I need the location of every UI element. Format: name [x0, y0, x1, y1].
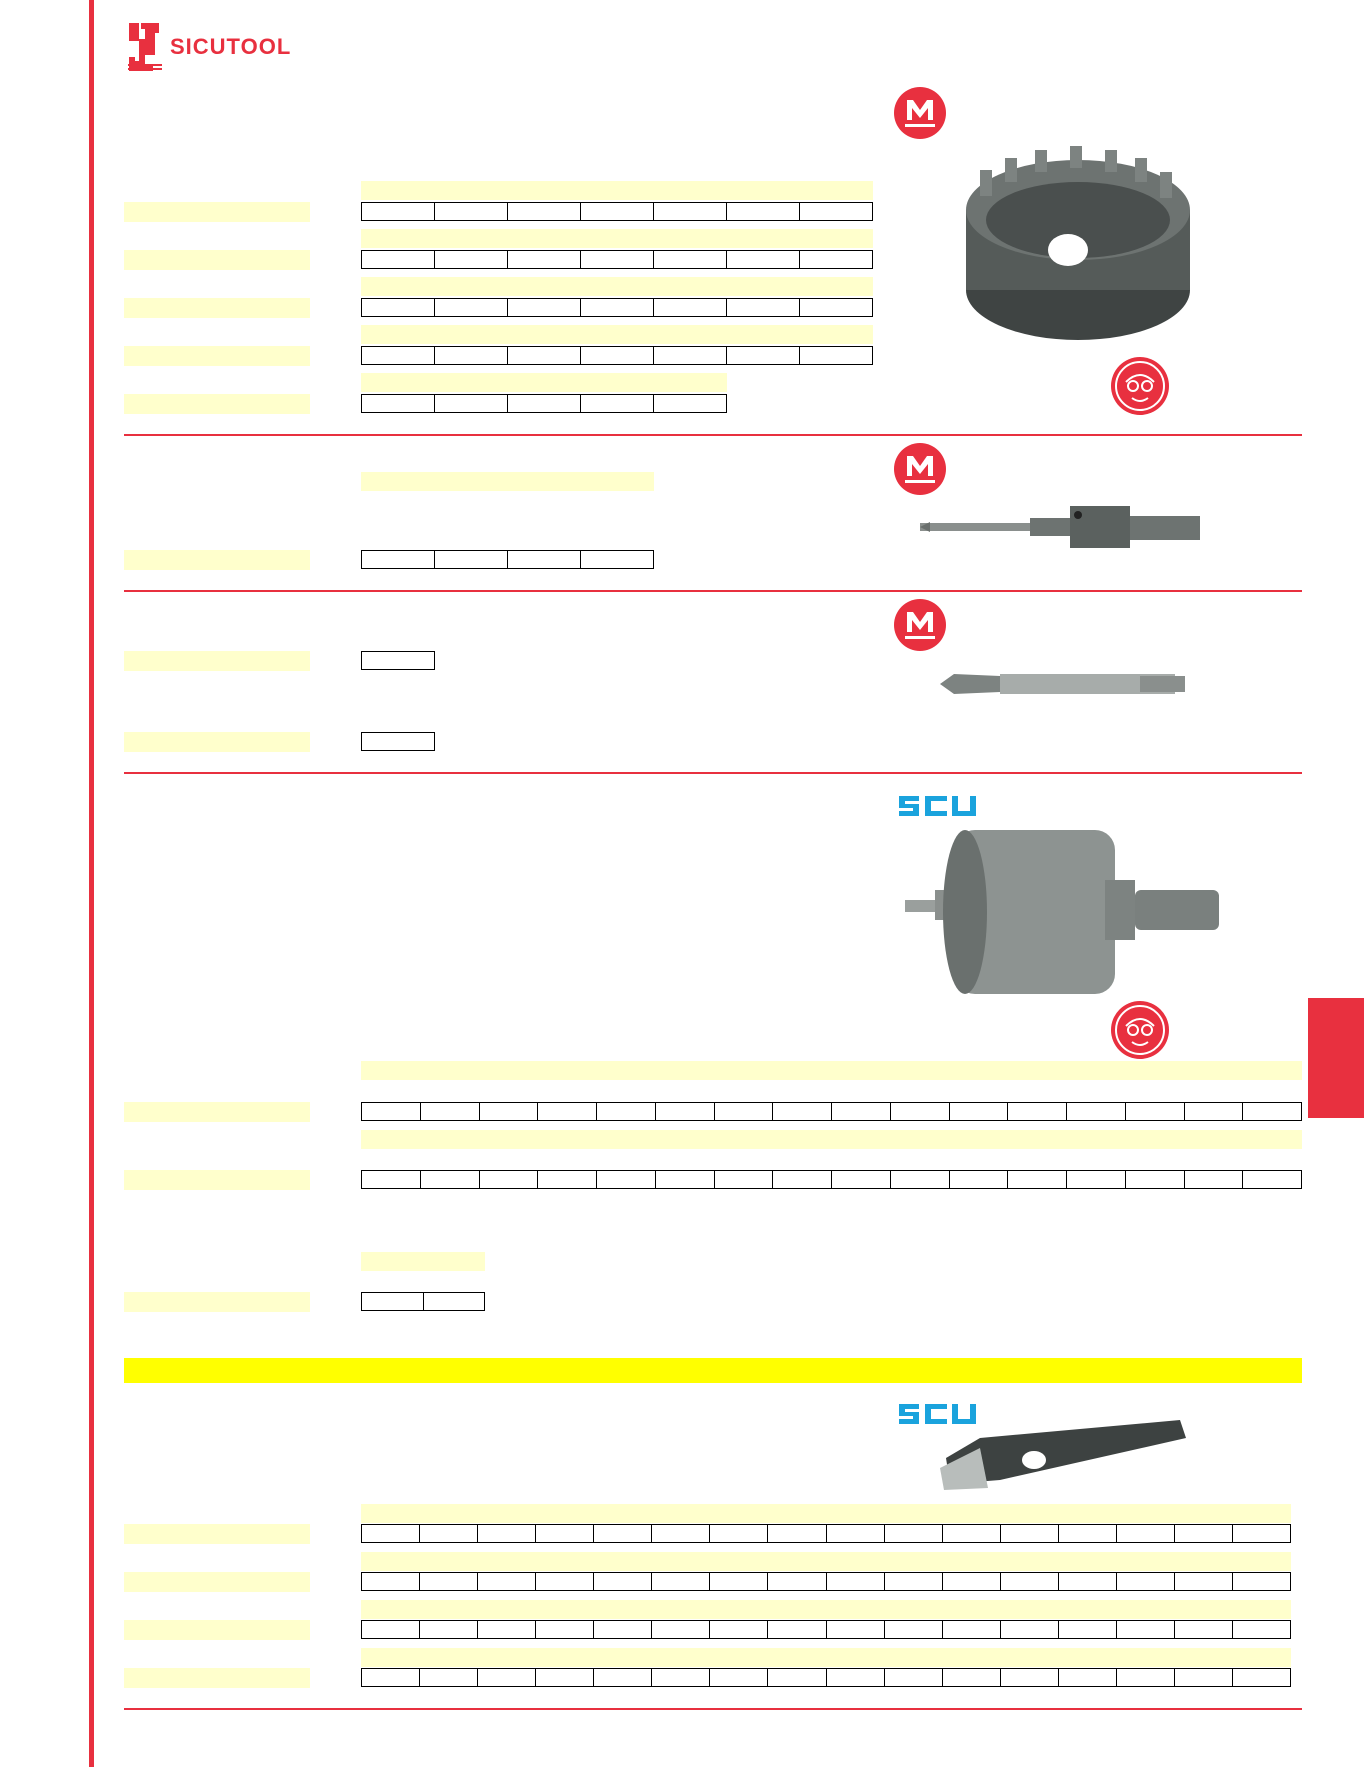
table-cell — [827, 1525, 885, 1542]
table-cell — [508, 395, 581, 412]
table-cell — [362, 1621, 420, 1638]
row-label — [124, 1620, 310, 1640]
table-cell — [1001, 1669, 1059, 1686]
hole-saw-image — [960, 140, 1200, 350]
row-label — [124, 298, 310, 318]
table-cell — [1117, 1669, 1175, 1686]
table-cell — [508, 551, 581, 568]
table-cell — [1059, 1669, 1117, 1686]
table-cell — [1117, 1525, 1175, 1542]
data-row — [361, 1620, 1291, 1639]
table-cell — [362, 1103, 421, 1120]
table-cell — [710, 1669, 768, 1686]
table-cell — [715, 1103, 774, 1120]
table-cell — [362, 299, 435, 316]
section-divider — [124, 1708, 1302, 1710]
table-cell — [943, 1525, 1001, 1542]
section-divider — [124, 434, 1302, 436]
table-cell — [800, 299, 872, 316]
sicutool-logo-icon — [126, 20, 164, 72]
table-cell — [1008, 1103, 1067, 1120]
data-row — [361, 202, 873, 221]
table-cell — [885, 1573, 943, 1590]
data-row — [361, 550, 654, 569]
row-label — [124, 250, 310, 270]
table-cell — [654, 251, 727, 268]
table-cell — [654, 299, 727, 316]
table-cell — [362, 652, 434, 669]
table-cell — [773, 1103, 832, 1120]
table-cell — [727, 203, 800, 220]
table-header — [361, 229, 873, 248]
chapter-tab — [1308, 998, 1364, 1118]
row-label — [124, 394, 310, 414]
table-cell — [435, 551, 508, 568]
row-label — [124, 1572, 310, 1592]
table-cell — [832, 1103, 891, 1120]
table-cell — [362, 1171, 421, 1188]
table-cell — [435, 203, 508, 220]
table-cell — [362, 347, 435, 364]
safety-goggles-icon — [1110, 1000, 1170, 1060]
table-cell — [362, 1669, 420, 1686]
table-header — [361, 1130, 1302, 1149]
table-cell — [478, 1669, 536, 1686]
data-row — [361, 732, 435, 751]
table-cell — [827, 1621, 885, 1638]
table-cell — [362, 1525, 420, 1542]
table-cell — [581, 203, 654, 220]
table-cell — [594, 1525, 652, 1542]
table-cell — [727, 347, 800, 364]
arbor-image — [920, 498, 1202, 558]
table-cell — [478, 1525, 536, 1542]
section-divider — [124, 772, 1302, 774]
brand-name: SICUTOOL — [170, 34, 292, 59]
table-cell — [652, 1669, 710, 1686]
marvel-badge-icon — [893, 442, 947, 496]
table-cell — [362, 203, 435, 220]
table-header — [361, 1504, 1291, 1523]
table-cell — [420, 1525, 478, 1542]
table-header — [361, 1600, 1291, 1619]
row-label — [124, 346, 310, 366]
left-margin-line — [89, 0, 94, 1767]
table-cell — [1175, 1669, 1233, 1686]
table-cell — [1185, 1171, 1244, 1188]
table-cell — [581, 299, 654, 316]
table-cell — [710, 1573, 768, 1590]
table-cell — [1067, 1171, 1126, 1188]
table-cell — [536, 1621, 594, 1638]
row-label — [124, 1524, 310, 1544]
section-divider — [124, 590, 1302, 592]
table-cell — [1126, 1171, 1185, 1188]
table-cell — [508, 203, 581, 220]
table-cell — [362, 395, 435, 412]
marvel-badge-icon — [893, 598, 947, 652]
table-cell — [581, 551, 653, 568]
table-cell — [656, 1103, 715, 1120]
table-cell — [420, 1573, 478, 1590]
hollow-punch-image — [940, 1418, 1186, 1498]
table-cell — [594, 1621, 652, 1638]
carbide-hole-cutter-image — [905, 820, 1220, 1004]
table-cell — [594, 1573, 652, 1590]
table-cell — [362, 733, 434, 750]
safety-goggles-icon — [1110, 356, 1170, 416]
table-header — [361, 325, 873, 344]
table-cell — [943, 1621, 1001, 1638]
table-cell — [768, 1669, 826, 1686]
row-label — [124, 732, 310, 752]
table-cell — [950, 1171, 1009, 1188]
table-cell — [594, 1669, 652, 1686]
table-header — [361, 1648, 1291, 1667]
table-cell — [943, 1669, 1001, 1686]
highlight-bar — [124, 1358, 1302, 1383]
marvel-badge-icon — [893, 86, 947, 140]
table-cell — [950, 1103, 1009, 1120]
data-row — [361, 250, 873, 269]
table-header — [361, 373, 727, 392]
data-row — [361, 1572, 1291, 1591]
table-cell — [1001, 1573, 1059, 1590]
table-cell — [597, 1171, 656, 1188]
table-cell — [538, 1171, 597, 1188]
data-row — [361, 1668, 1291, 1687]
table-cell — [421, 1103, 480, 1120]
table-cell — [1001, 1621, 1059, 1638]
table-cell — [727, 251, 800, 268]
table-cell — [1185, 1103, 1244, 1120]
table-cell — [480, 1103, 539, 1120]
table-cell — [435, 395, 508, 412]
table-cell — [652, 1573, 710, 1590]
table-cell — [827, 1573, 885, 1590]
table-cell — [435, 347, 508, 364]
row-label — [124, 1668, 310, 1688]
table-cell — [885, 1621, 943, 1638]
table-cell — [715, 1171, 774, 1188]
row-label — [124, 1292, 310, 1312]
table-cell — [1059, 1621, 1117, 1638]
table-cell — [1126, 1103, 1185, 1120]
table-cell — [768, 1573, 826, 1590]
scu-logo-icon — [897, 794, 977, 818]
table-cell — [581, 251, 654, 268]
table-cell — [538, 1103, 597, 1120]
table-cell — [435, 299, 508, 316]
table-cell — [536, 1669, 594, 1686]
row-label — [124, 550, 310, 570]
table-cell — [1117, 1573, 1175, 1590]
data-row — [361, 1524, 1291, 1543]
table-cell — [1233, 1573, 1290, 1590]
table-cell — [1175, 1525, 1233, 1542]
table-header — [361, 181, 873, 200]
table-cell — [654, 347, 727, 364]
table-cell — [1059, 1525, 1117, 1542]
table-cell — [581, 395, 654, 412]
table-cell — [800, 347, 872, 364]
row-label — [124, 1170, 310, 1190]
data-row — [361, 298, 873, 317]
table-cell — [1067, 1103, 1126, 1120]
table-cell — [773, 1171, 832, 1188]
table-cell — [654, 395, 726, 412]
table-cell — [362, 251, 435, 268]
table-cell — [654, 203, 727, 220]
table-cell — [478, 1621, 536, 1638]
data-row — [361, 346, 873, 365]
table-cell — [1175, 1621, 1233, 1638]
table-cell — [652, 1525, 710, 1542]
table-cell — [885, 1525, 943, 1542]
table-cell — [508, 347, 581, 364]
table-cell — [536, 1525, 594, 1542]
data-row — [361, 1102, 1302, 1121]
table-cell — [710, 1621, 768, 1638]
table-cell — [508, 299, 581, 316]
table-cell — [1117, 1621, 1175, 1638]
table-cell — [1243, 1103, 1301, 1120]
table-cell — [800, 251, 872, 268]
row-label — [124, 651, 310, 671]
table-cell — [362, 551, 435, 568]
table-cell — [885, 1669, 943, 1686]
table-cell — [1001, 1525, 1059, 1542]
table-cell — [420, 1669, 478, 1686]
pilot-drill-image — [940, 666, 1186, 702]
table-cell — [652, 1621, 710, 1638]
table-cell — [362, 1573, 420, 1590]
table-cell — [768, 1525, 826, 1542]
data-row — [361, 1170, 1302, 1189]
table-cell — [424, 1293, 485, 1310]
table-cell — [1175, 1573, 1233, 1590]
table-cell — [1233, 1525, 1290, 1542]
table-header — [361, 277, 873, 296]
table-cell — [508, 251, 581, 268]
table-cell — [800, 203, 872, 220]
table-cell — [597, 1103, 656, 1120]
table-cell — [421, 1171, 480, 1188]
table-cell — [710, 1525, 768, 1542]
table-cell — [435, 251, 508, 268]
table-cell — [581, 347, 654, 364]
table-cell — [827, 1669, 885, 1686]
table-cell — [1233, 1669, 1290, 1686]
row-label — [124, 1102, 310, 1122]
table-cell — [536, 1573, 594, 1590]
table-cell — [727, 299, 800, 316]
table-header — [361, 1552, 1291, 1571]
table-cell — [420, 1621, 478, 1638]
table-cell — [480, 1171, 539, 1188]
table-cell — [832, 1171, 891, 1188]
table-cell — [656, 1171, 715, 1188]
table-cell — [478, 1573, 536, 1590]
table-cell — [891, 1171, 950, 1188]
data-row — [361, 394, 727, 413]
data-row — [361, 1292, 485, 1311]
table-cell — [1008, 1171, 1067, 1188]
table-header — [361, 472, 654, 491]
table-cell — [1059, 1573, 1117, 1590]
table-cell — [943, 1573, 1001, 1590]
table-cell — [1243, 1171, 1301, 1188]
data-row — [361, 651, 435, 670]
table-cell — [1233, 1621, 1290, 1638]
table-header — [361, 1061, 1302, 1080]
row-label — [124, 202, 310, 222]
table-cell — [362, 1293, 424, 1310]
table-cell — [891, 1103, 950, 1120]
table-header — [361, 1252, 485, 1271]
table-cell — [768, 1621, 826, 1638]
